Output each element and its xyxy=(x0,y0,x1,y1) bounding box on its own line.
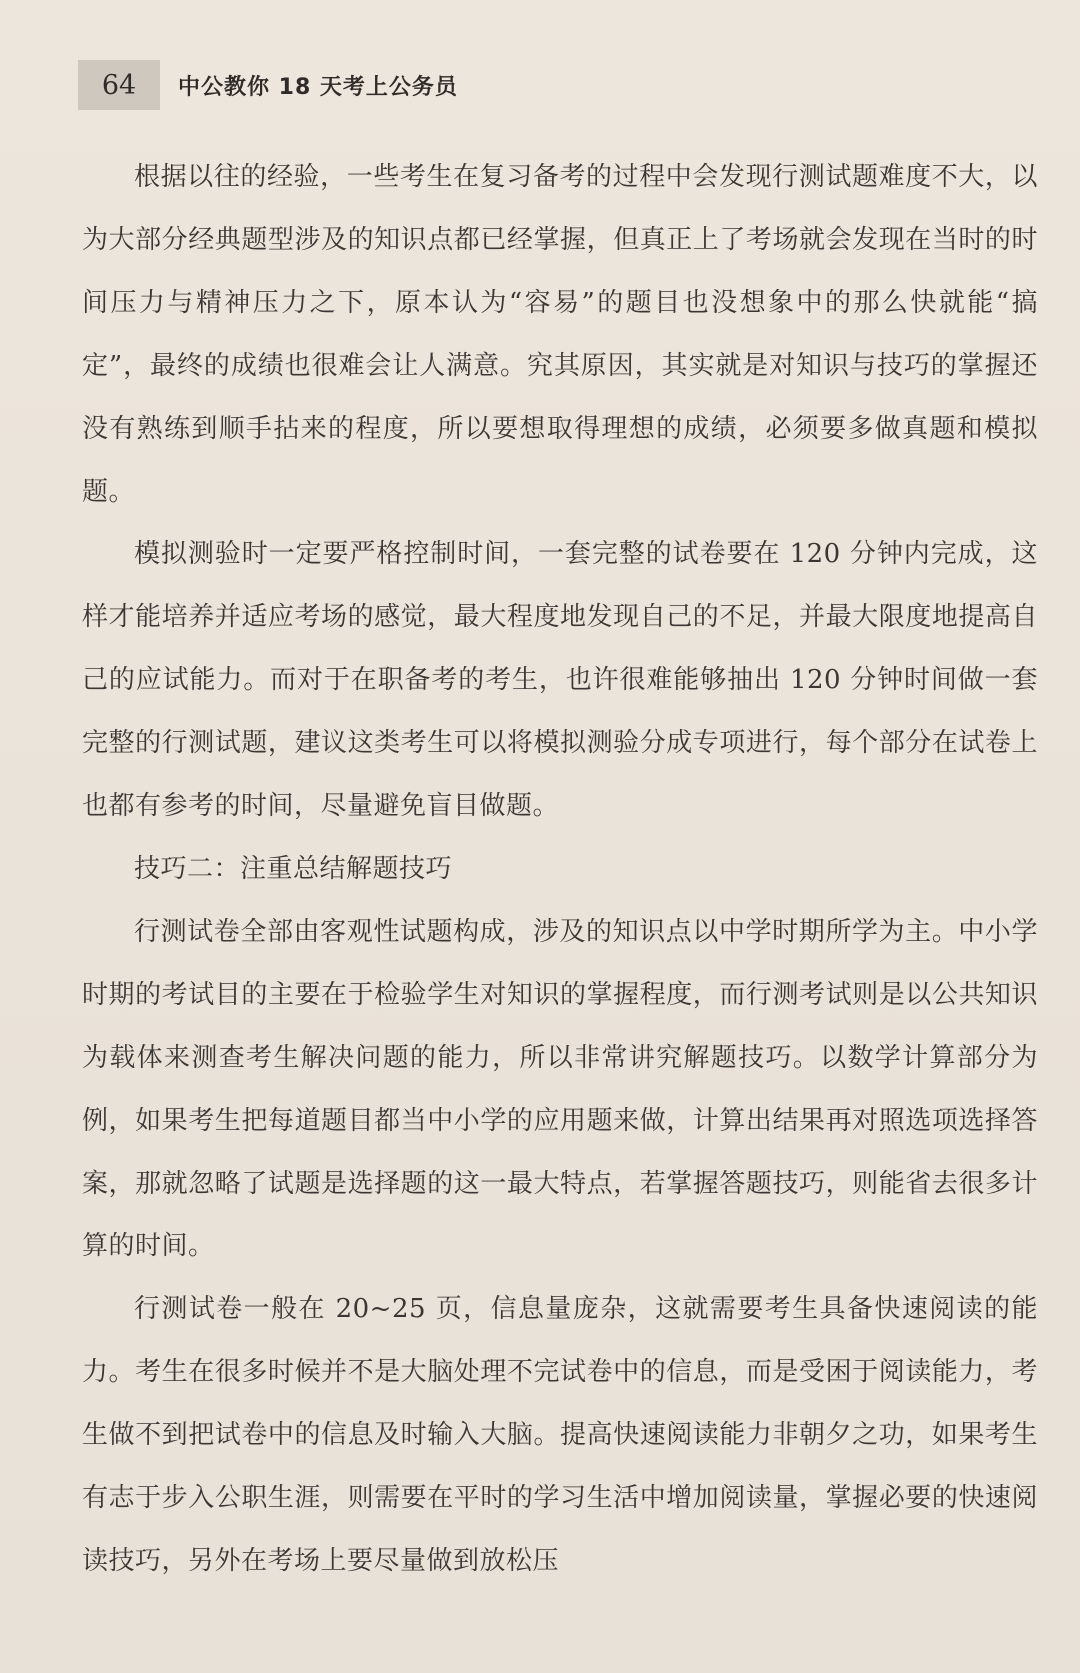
book-title: 中公教你 18 天考上公务员 xyxy=(178,74,458,100)
page-number: 64 xyxy=(78,60,160,110)
paragraph-experience: 根据以往的经验，一些考生在复习备考的过程中会发现行测试题难度不大，以为大部分经典题型涉及的知识点都已经掌握，但真正上了考场就会发现在当时的时间压力与精神压力之下，原本认为“容易”的题目也没想象中的那么快就能“搞定”，最终的成绩也很难会让人满意。究其原因，其实就是对知识与技巧的掌握还没有熟练到顺手拈来的程度，所以要想取得理想的成绩，必须要多做真题和模拟题。 xyxy=(82,162,1038,507)
section-heading-technique-two: 技巧二：注重总结解题技巧 xyxy=(134,853,453,884)
running-head xyxy=(78,60,558,110)
body-text xyxy=(82,146,1038,1593)
paragraph-objective-questions: 行测试卷全部由客观性试题构成，涉及的知识点以中学时期所学为主。中小学时期的考试目的主要在于检验学生对知识的掌握程度，而行测考试则是以公共知识为载体来测查考生解决问题的能力，所以非常讲究解题技巧。以数学计算部分为例，如果考生把每道题目都当中小学的应用题来做，计算出结果再对照选项选择答案，那就忽略了试题是选择题的这一最大特点，若掌握答题技巧，则能省去很多计算的时间。 xyxy=(82,916,1038,1262)
paragraph-fast-reading: 行测试卷一般在 20~25 页，信息量庞杂，这就需要考生具备快速阅读的能力。考生在很多时候并不是大脑处理不完试卷中的信息，而是受困于阅读能力，考生做不到把试卷中的信息及时输入大脑。提高快速阅读能力非朝夕之功，如果考生有志于步入公职生涯，则需要在平时的学习生活中增加阅读量，掌握必要的快速阅读技巧，另外在考场上要尽量做到放松压 xyxy=(82,1294,1038,1576)
paragraph-mock-test: 模拟测验时一定要严格控制时间，一套完整的试卷要在 120 分钟内完成，这样才能培养并适应考场的感觉，最大程度地发现自己的不足，并最大限度地提高自己的应试能力。而对于在职备考的考生，也许很难能够抽出 120 分钟时间做一套完整的行测试题，建议这类考生可以将模拟测验分成专项进行，每个部分在试卷上也都有参考的时间，尽量避免盲目做题。 xyxy=(82,539,1038,822)
